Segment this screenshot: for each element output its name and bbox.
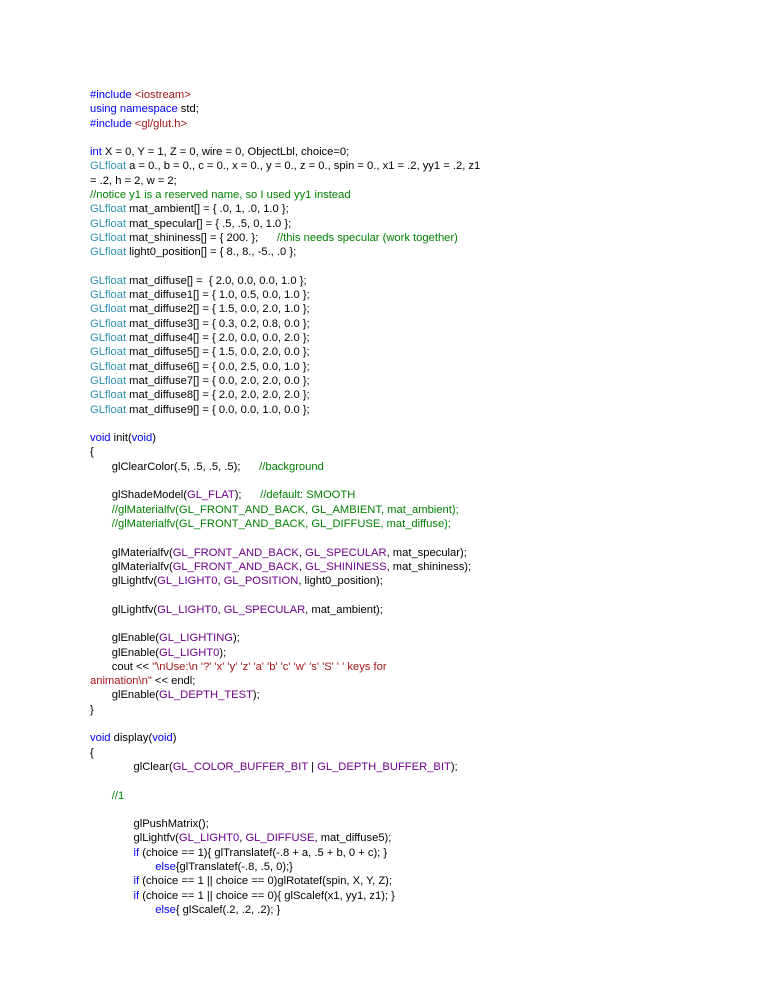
code-token: mat_diffuse8[] = { 2.0, 2.0, 2.0, 2.0 }; [126, 389, 310, 402]
code-token: { [90, 746, 94, 759]
code-token: <iostream> [134, 89, 191, 101]
code-line [90, 474, 690, 488]
code-line [90, 660, 690, 674]
code-line [90, 831, 690, 845]
code-token: glShadeModel( [90, 489, 188, 502]
code-token: { glScalef(.2, .2, .2); } [175, 903, 281, 916]
code-token: GLfloat [90, 274, 127, 287]
code-token: , light0_position); [298, 575, 383, 588]
code-line [90, 317, 690, 331]
code-line [90, 217, 690, 231]
code-line [90, 388, 690, 402]
code-token: init( [110, 432, 132, 445]
code-token: void [152, 732, 173, 745]
code-token: mat_diffuse1[] = { 1.0, 0.5, 0.0, 1.0 }; [126, 289, 310, 302]
code-listing [90, 88, 690, 917]
code-line [90, 417, 690, 431]
code-token: (choice == 1){ glTranslatef(-.8 + a, .5 + b, 0 + c); } [139, 846, 388, 859]
code-line [90, 688, 690, 702]
code-token: = .2, h = 2, w = 2; [90, 174, 177, 187]
code-token: if [133, 846, 140, 859]
code-token: glClear( [90, 760, 173, 773]
code-line [90, 703, 690, 717]
code-token: GL_SPECULAR [223, 603, 306, 616]
code-line [90, 531, 690, 545]
code-token: GL_LIGHT0 [157, 603, 218, 616]
code-token: ); [252, 689, 260, 702]
code-token: glEnable( [90, 646, 160, 659]
code-token: GLfloat [90, 389, 127, 402]
code-token: mat_diffuse6[] = { 0.0, 2.5, 0.0, 1.0 }; [126, 360, 310, 373]
code-line [90, 631, 690, 645]
code-line [90, 202, 690, 216]
code-token: GL_LIGHTING [159, 632, 234, 645]
code-token: GL_DEPTH_BUFFER_BIT [317, 760, 451, 773]
code-token: cout << [90, 660, 153, 673]
code-token [90, 904, 155, 916]
code-token: void [131, 432, 153, 445]
code-line [90, 488, 690, 502]
code-line [90, 846, 690, 860]
code-line [90, 117, 690, 131]
code-token: GLfloat [90, 303, 127, 316]
code-token: //1 [90, 789, 125, 802]
code-token: , mat_diffuse5); [314, 832, 392, 845]
code-token: , [217, 575, 224, 588]
code-line [90, 360, 690, 374]
code-line [90, 574, 690, 588]
code-token: GL_SHININESS [305, 560, 387, 573]
code-token: GLfloat [90, 160, 127, 173]
code-token: mat_diffuse5[] = { 1.5, 0.0, 2.0, 0.0 }; [126, 346, 310, 359]
code-line [90, 617, 690, 631]
code-line [90, 274, 690, 288]
code-token: display( [110, 732, 153, 745]
code-line [90, 431, 690, 445]
code-token: using [90, 103, 117, 116]
code-token: GLfloat [90, 403, 127, 416]
code-token: if [133, 889, 140, 902]
code-token: mat_diffuse7[] = { 0.0, 2.0, 2.0, 0.0 }; [126, 374, 310, 387]
code-token: light0_position[] = { 8., 8., -5., .0 }; [126, 246, 297, 259]
code-line [90, 874, 690, 888]
code-token: mat_specular[] = { .5, .5, 0, 1.0 }; [126, 217, 292, 230]
code-token: GL_DIFFUSE [245, 832, 315, 845]
code-token: //glMaterialfv(GL_FRONT_AND_BACK, GL_AMBIENT, mat_ambient); [90, 503, 459, 516]
code-token: glMaterialfv( [90, 560, 173, 573]
code-line [90, 717, 690, 731]
code-token: else [155, 903, 176, 916]
code-line [90, 603, 690, 617]
code-token: (choice == 1 || choice == 0){ glScalef(x1, yy1, z1); } [139, 889, 395, 902]
code-line [90, 374, 690, 388]
code-token: "\nUse:\n '?' 'x' 'y' 'z' 'a' 'b' 'c' 'w' 's' 'S' ' ' keys for [152, 660, 387, 673]
code-token: mat_diffuse4[] = { 2.0, 0.0, 0.0, 2.0 }; [126, 332, 310, 345]
code-line [90, 231, 690, 245]
code-token: GL_LIGHT0 [178, 832, 240, 845]
code-token: glEnable( [90, 632, 160, 645]
code-token: GL_LIGHT0 [159, 646, 220, 659]
code-token: std; [177, 103, 199, 116]
code-token: glLightfv( [90, 832, 179, 845]
code-line [90, 746, 690, 760]
code-line [90, 288, 690, 302]
code-token [90, 875, 134, 887]
code-token [90, 861, 155, 873]
code-token: GL_FLAT [187, 489, 235, 502]
code-token: #include [90, 89, 135, 101]
code-line [90, 889, 690, 903]
code-line [90, 131, 690, 145]
code-line [90, 260, 690, 274]
code-line [90, 102, 690, 116]
code-token: //this needs specular (work together) [276, 231, 458, 244]
code-token: glClearColor(.5, .5, .5, .5); [90, 460, 260, 473]
code-token: mat_diffuse9[] = { 0.0, 0.0, 1.0, 0.0 }; [126, 403, 310, 416]
code-line [90, 731, 690, 745]
code-token: GLfloat [90, 360, 127, 373]
code-token: { [90, 446, 94, 459]
code-line [90, 646, 690, 660]
code-token: X = 0, Y = 1, Z = 0, wire = 0, ObjectLbl, choice=0; [101, 146, 350, 159]
code-token: , mat_ambient); [305, 603, 383, 616]
code-line [90, 460, 690, 474]
code-line [90, 903, 690, 917]
code-token: mat_diffuse3[] = { 0.3, 0.2, 0.8, 0.0 }; [126, 317, 310, 330]
code-line [90, 345, 690, 359]
code-token: (choice == 1 || choice == 0)glRotatef(spin, X, Y, Z); [139, 875, 393, 888]
code-token: , [239, 832, 246, 845]
code-token: <gl/glut.h> [134, 117, 188, 130]
code-token [90, 890, 134, 902]
code-token: ) [172, 732, 177, 745]
code-line [90, 331, 690, 345]
code-token: GLfloat [90, 374, 127, 387]
code-line [90, 789, 690, 803]
code-token: GL_DEPTH_TEST [159, 689, 253, 702]
code-token: //default: SMOOTH [260, 489, 356, 502]
code-line [90, 560, 690, 574]
code-token: //glMaterialfv(GL_FRONT_AND_BACK, GL_DIFFUSE, mat_diffuse); [90, 517, 452, 530]
code-token [90, 847, 134, 859]
code-token: mat_diffuse2[] = { 1.5, 0.0, 2.0, 1.0 }; [126, 303, 310, 316]
code-token: void [90, 432, 111, 445]
code-token: << endl; [151, 675, 196, 688]
code-token: mat_diffuse[] = { 2.0, 0.0, 0.0, 1.0 }; [126, 274, 307, 287]
code-line [90, 159, 690, 173]
code-line [90, 674, 690, 688]
code-token: , mat_shininess); [386, 560, 472, 573]
code-token: GLfloat [90, 203, 127, 216]
code-token: GL_FRONT_AND_BACK [172, 560, 299, 573]
code-token: , [298, 560, 306, 573]
code-token: GL_FRONT_AND_BACK [172, 546, 299, 559]
code-line [90, 760, 690, 774]
code-line [90, 588, 690, 602]
code-token: glEnable( [90, 689, 160, 702]
code-token: GLfloat [90, 332, 127, 345]
code-line [90, 174, 690, 188]
code-token: GLfloat [90, 346, 127, 359]
code-token: ); [233, 632, 240, 645]
code-token: ); [234, 489, 261, 502]
code-token: GLfloat [90, 217, 127, 230]
code-token: , mat_specular); [386, 546, 467, 559]
code-token: a = 0., b = 0., c = 0., x = 0., y = 0., z = 0., spin = 0., x1 = .2, yy1 = .2, z1 [126, 160, 481, 173]
code-line [90, 445, 690, 459]
code-token: //background [259, 460, 324, 473]
code-token: if [133, 875, 140, 888]
code-token: ) [152, 432, 156, 445]
code-token: glLightfv( [90, 575, 158, 588]
code-line [90, 860, 690, 874]
code-token: , [298, 546, 306, 559]
code-token: GL_SPECULAR [305, 546, 387, 559]
code-token: GLfloat [90, 317, 127, 330]
code-token: int [90, 146, 102, 159]
code-line [90, 88, 690, 102]
code-token: namespace [119, 103, 178, 116]
code-token: GLfloat [90, 231, 127, 244]
code-token: //notice y1 is a reserved name, so I used yy1 instead [90, 189, 351, 202]
code-token: void [90, 732, 111, 745]
code-token: animation\n" [90, 675, 152, 688]
code-line [90, 188, 690, 202]
code-token: ); [219, 646, 227, 659]
code-line [90, 803, 690, 817]
code-token: glLightfv( [90, 603, 158, 616]
code-token: {glTranslatef(-.8, .5, 0);} [175, 861, 293, 874]
code-token: GL_POSITION [223, 575, 299, 588]
code-line [90, 517, 690, 531]
code-token: glMaterialfv( [90, 546, 173, 559]
code-token: mat_ambient[] = { .0, 1, .0, 1.0 }; [126, 203, 289, 216]
code-token: GL_COLOR_BUFFER_BIT [172, 760, 309, 773]
code-token: glPushMatrix(); [90, 818, 209, 831]
code-line [90, 503, 690, 517]
code-token: #include [90, 117, 135, 130]
code-line [90, 245, 690, 259]
code-token: , [217, 603, 224, 616]
code-token: GL_LIGHT0 [157, 575, 218, 588]
code-line [90, 302, 690, 316]
code-line [90, 546, 690, 560]
code-token: GLfloat [90, 246, 127, 259]
code-token: } [90, 703, 94, 716]
code-token: else [155, 861, 176, 874]
code-token: ); [450, 760, 458, 773]
code-line [90, 403, 690, 417]
code-token: GLfloat [90, 289, 127, 302]
code-line [90, 817, 690, 831]
code-token: mat_shininess[] = { 200. }; [126, 231, 277, 244]
code-token: | [308, 760, 318, 773]
code-line [90, 145, 690, 159]
code-line [90, 774, 690, 788]
